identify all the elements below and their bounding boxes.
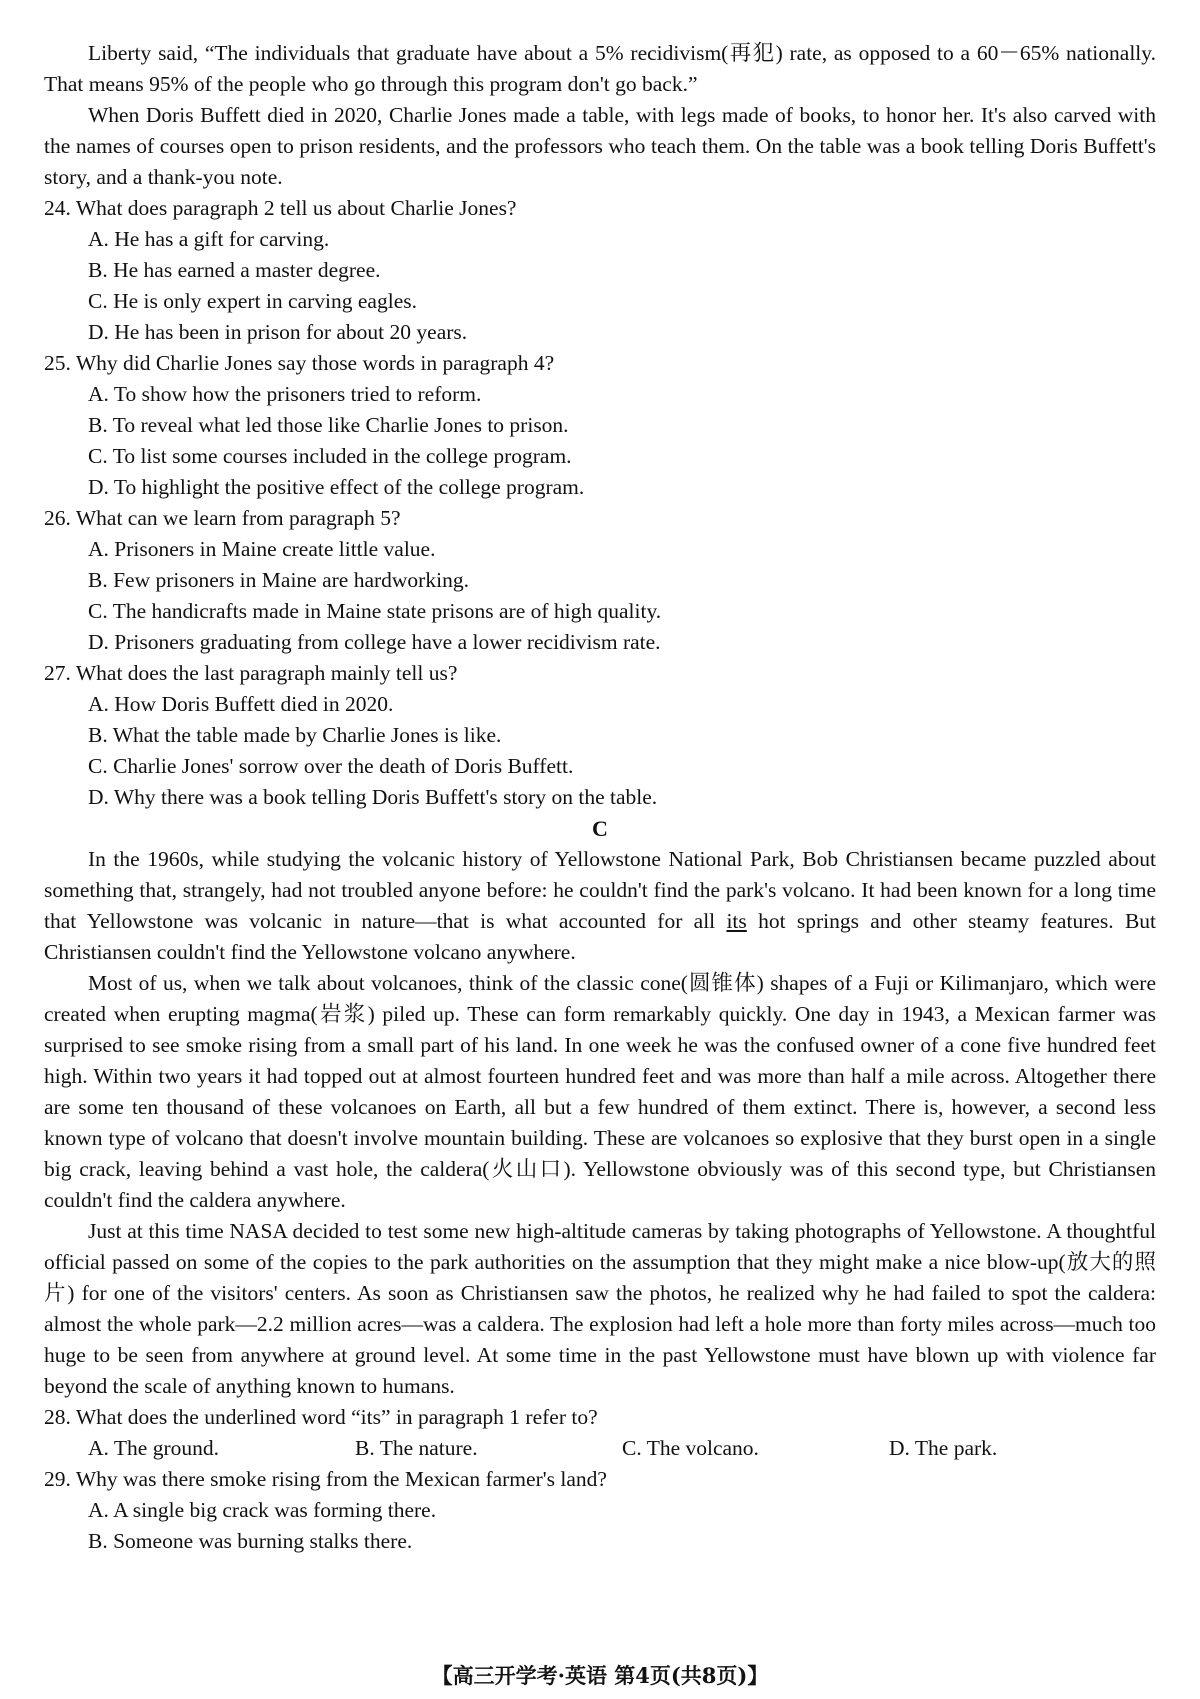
question-25 [44,348,1156,503]
section-c-heading: C [592,816,608,841]
question-29-option-b: B. Someone was burning stalks there. [88,1529,413,1553]
question-26-option-b: B. Few prisoners in Maine are hardworking. [88,568,469,592]
question-24-option-a: A. He has a gift for carving. [88,227,330,251]
question-24-option-c: C. He is only expert in carving eagles. [88,289,417,313]
question-28-option-c: C. The volcano. [622,1436,759,1460]
question-27-option-b: B. What the table made by Charlie Jones is like. [88,723,502,747]
question-24 [44,193,1156,348]
passage-b-paragraph-7: When Doris Buffett died in 2020, Charlie Jones made a table, with legs made of books, to honor her. It's also carved with the names of courses open to prison residents, and the professors who teach them. On the table was a book telling Doris Buffett's story, and a thank-you note. [44,103,1156,189]
question-26-option-d: D. Prisoners graduating from college have a lower recidivism rate. [88,630,661,654]
question-28-stem: 28. What does the underlined word “its” in paragraph 1 refer to? [44,1405,598,1429]
question-27-option-a: A. How Doris Buffett died in 2020. [88,692,394,716]
question-24-option-d: D. He has been in prison for about 20 years. [88,320,468,344]
question-25-option-c: C. To list some courses included in the college program. [88,444,572,468]
passage-c-paragraph-3: Just at this time NASA decided to test some new high-altitude cameras by taking photographs of Yellowstone. A thoughtful official passed on some of the copies to the park authorities on the assumption that they might make a nice blow-up(放大的照片) for one of the visitors' centers. As soon as Christiansen saw the photos, he realized why he had failed to spot the caldera: almost the whole park—2.2 million acres—was a caldera. The explosion had left a hole more than forty miles across—much too huge to be seen from anywhere at ground level. At some time in the past Yellowstone must have blown up with violence far beyond the scale of anything known to humans. [44,1219,1156,1398]
question-28-option-a: A. The ground. [88,1436,219,1460]
question-27 [44,658,1156,813]
question-25-option-d: D. To highlight the positive effect of the college program. [88,475,585,499]
question-27-option-c: C. Charlie Jones' sorrow over the death of Doris Buffett. [88,754,574,778]
passage-c-paragraph-1 [44,844,1156,968]
question-29-option-a: A. A single big crack was forming there. [88,1498,437,1522]
question-27-stem: 27. What does the last paragraph mainly tell us? [44,661,458,685]
question-24-stem: 24. What does paragraph 2 tell us about Charlie Jones? [44,196,517,220]
question-25-stem: 25. Why did Charlie Jones say those words in paragraph 4? [44,351,555,375]
passage-c-p1-text-a: In the 1960s, while studying the volcanic history of Yellowstone National Park, Bob Christiansen became puzzled about something that, strangely, had not troubled anyone before: he couldn't find the park's volcano. It had been known for a long time that Yellowstone was volcanic in nature—that is what accounted for all [44,847,1156,933]
question-29-stem: 29. Why was there smoke rising from the Mexican farmer's land? [44,1467,607,1491]
passage-c-paragraph-2: Most of us, when we talk about volcanoes, think of the classic cone(圆锥体) shapes of a Fuji or Kilimanjaro, which were created when erupting magma(岩浆) piled up. These can form remarkably quickly. One day in 1943, a Mexican farmer was surprised to see smoke rising from a small part of his land. In one week he was the confused owner of a cone five hundred feet high. Within two years it had topped out at almost fourteen hundred feet and was more than half a mile across. Altogether there are some ten thousand of these volcanoes on Earth, all but a few hundred of them extinct. There is, however, a second less known type of volcano that doesn't involve mountain building. These are volcanoes so explosive that they burst open in a single big crack, leaving behind a vast hole, the caldera(火山口). Yellowstone obviously was of this second type, but Christiansen couldn't find the caldera anywhere. [44,971,1156,1212]
question-26-option-a: A. Prisoners in Maine create little value. [88,537,436,561]
question-26-option-c: C. The handicrafts made in Maine state prisons are of high quality. [88,599,662,623]
underlined-word-its: its [726,909,747,933]
question-26-stem: 26. What can we learn from paragraph 5? [44,506,401,530]
passage-b-paragraph-6: Liberty said, “The individuals that graduate have about a 5% recidivism(再犯) rate, as opposed to a 60－65% nationally. That means 95% of the people who go through this program don't go back.” [44,41,1156,96]
question-28 [44,1402,1156,1464]
question-28-options [88,1433,1156,1464]
question-27-option-d: D. Why there was a book telling Doris Buffett's story on the table. [88,785,658,809]
question-28-option-d: D. The park. [889,1436,998,1460]
question-24-option-b: B. He has earned a master degree. [88,258,381,282]
passage-c-p1-text-b: hot springs and other steamy features. But Christiansen couldn't find the Yellowstone volcano anywhere. [44,909,1157,964]
question-26 [44,503,1156,658]
question-25-option-b: B. To reveal what led those like Charlie Jones to prison. [88,413,569,437]
question-25-option-a: A. To show how the prisoners tried to reform. [88,382,482,406]
question-29 [44,1464,1156,1557]
question-28-option-b: B. The nature. [355,1436,478,1460]
page-footer: 【高三开学考·英语 第4页(共8页)】 [431,1663,769,1688]
